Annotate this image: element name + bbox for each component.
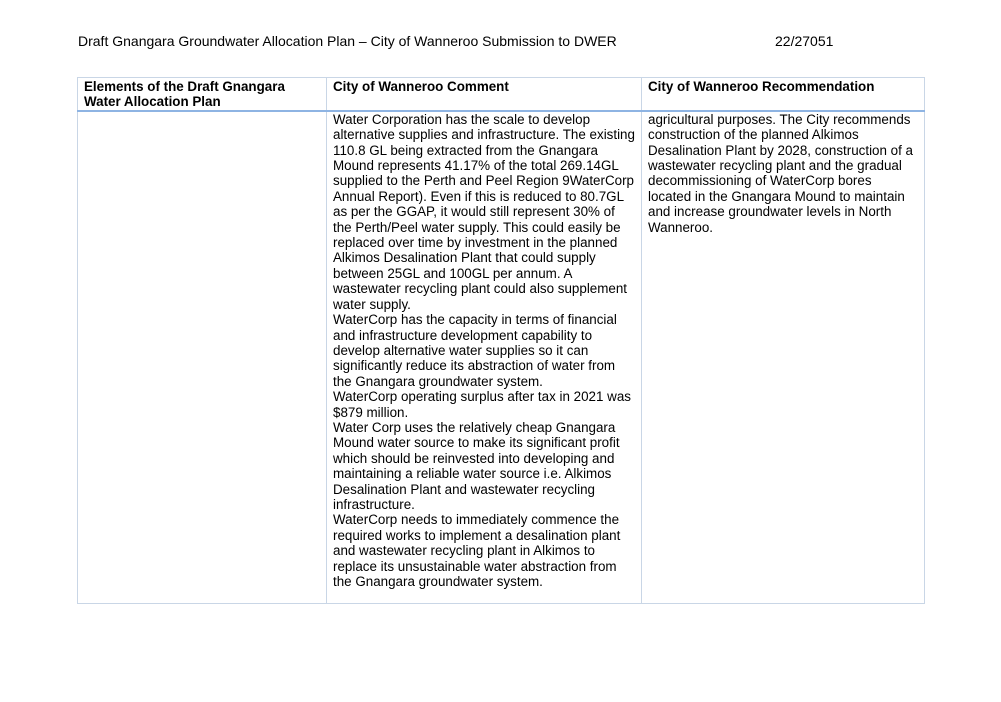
column-header-comment: City of Wanneroo Comment — [327, 78, 642, 111]
column-header-elements: Elements of the Draft Gnangara Water Allocation Plan — [78, 78, 327, 111]
comment-paragraph: WaterCorp needs to immediately commence the required works to implement a desalination plant and wastewater recycling plant in Alkimos to replace its unsustainable water abstraction from the Gnangara groundwater system. — [333, 512, 621, 589]
document-title: Draft Gnangara Groundwater Allocation Plan – City of Wanneroo Submission to DWER — [78, 33, 617, 49]
recommendation-paragraph: agricultural purposes. The City recommends construction of the planned Alkimos Desalination Plant by 2028, construction of a wastewater recycling plant and the gradual decommissioning of WaterCorp bores located in the Gnangara Mound to maintain and increase groundwater levels in North Wanneroo. — [648, 111, 914, 235]
element-cell — [78, 111, 327, 604]
comment-cell — [327, 111, 642, 604]
table-row — [78, 111, 925, 604]
recommendation-cell — [642, 111, 925, 604]
table-header-row — [78, 78, 925, 111]
page-header — [78, 31, 838, 51]
comment-paragraph: Water Corp uses the relatively cheap Gnangara Mound water source to make its significant profit which should be reinvested into developing and maintaining a reliable water source i.e. Alkimos Desalination Plant and wastewater recycling infrastructure. — [333, 419, 620, 512]
document-reference: 22/27051 — [775, 33, 834, 49]
comment-paragraph: WaterCorp operating surplus after tax in 2021 was $879 million. — [333, 389, 631, 420]
column-header-recommendation: City of Wanneroo Recommendation — [642, 78, 925, 111]
comment-paragraph: Water Corporation has the scale to develop alternative supplies and infrastructure. The existing 110.8 GL being extracted from the Gnangara Mound represents 41.17% of the total 269.14GL supplied to the Perth and Peel Region 9WaterCorp Annual Report). Even if this is reduced to 80.7GL as per the GGAP, it would still represent 30% of the Perth/Peel water supply. This could easily be replaced over time by investment in the planned Alkimos Desalination Plant that could supply between 25GL and 100GL per annum. A wastewater recycling plant could also supplement water supply. — [333, 111, 635, 312]
comment-paragraph: WaterCorp has the capacity in terms of financial and infrastructure development capability to develop alternative water supplies so it can significantly reduce its abstraction of water from the Gnangara groundwater system. — [333, 312, 617, 389]
submission-table — [77, 77, 925, 604]
